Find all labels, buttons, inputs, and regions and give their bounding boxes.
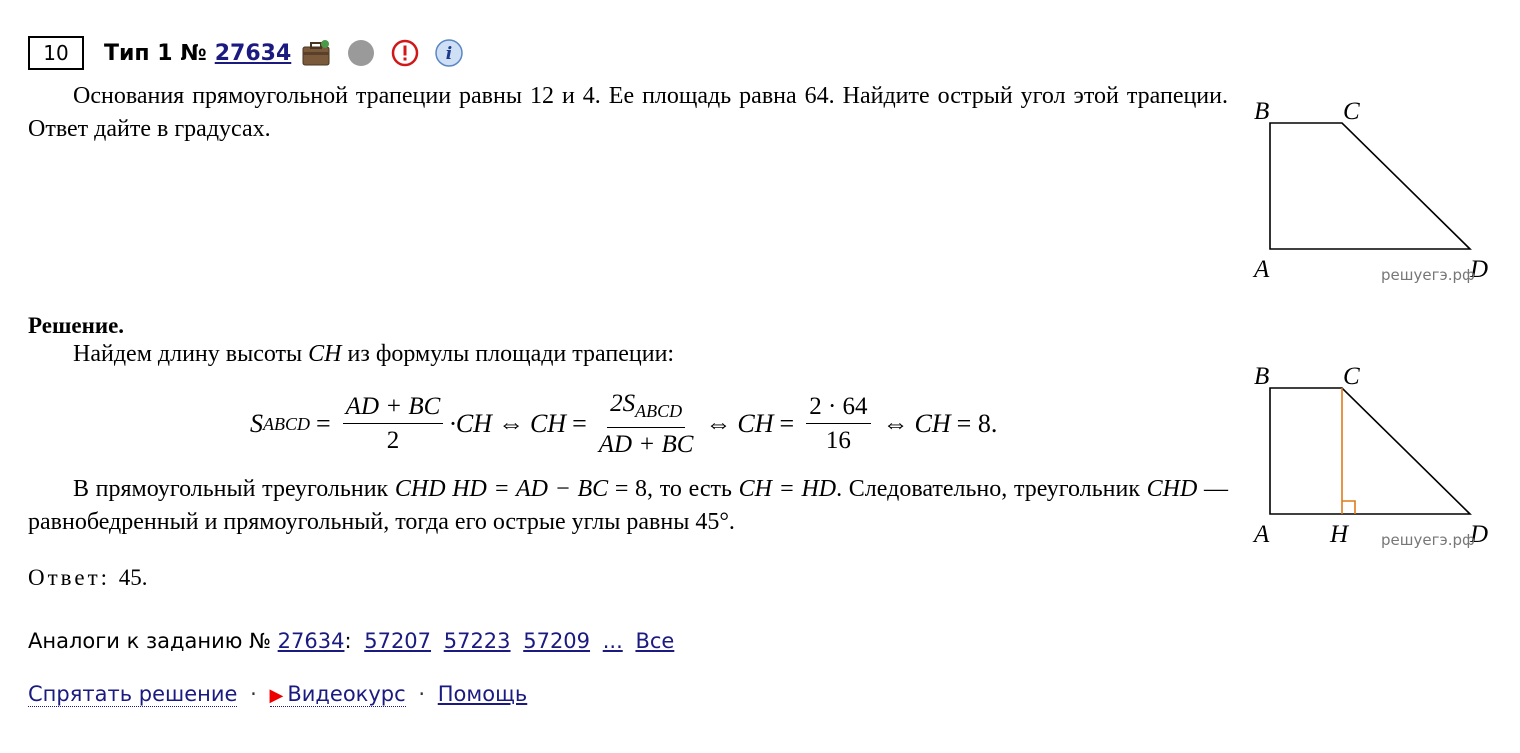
problem-paragraph: Основания прямоугольной трапеции равны 12 и 4. Ее площадь равна 64. Найдите острый угол этой трапеции. Ответ дайте в градусах. [28,83,1228,142]
label-d: D [1470,521,1489,548]
label-b: B [1254,363,1270,390]
analog-link[interactable]: 57207 [364,629,432,653]
hide-solution-link[interactable]: Спрятать решение [28,682,238,706]
problem-text [28,80,1228,146]
label-h: H [1330,521,1349,548]
solution-paragraph [28,473,1228,539]
analog-link[interactable]: 57209 [523,629,591,653]
text: = 8, то есть [608,476,739,502]
formula-iff: ⇔ [705,409,732,438]
analogs-label: Аналоги к заданию № [28,629,271,653]
formula-dot-ch: ·CH [449,409,492,438]
video-course-link[interactable] [270,682,406,707]
fraction-2-den: AD + BC [598,430,694,458]
task-type-label: Тип 1 № [104,40,207,66]
fraction-2-num-main: 2S [610,389,636,417]
label-b: B [1254,98,1270,125]
analog-all-link[interactable]: Все [635,629,675,653]
video-course-label: Видеокурс [287,682,406,706]
label-a: A [1254,521,1270,548]
footer-links [28,682,527,706]
fraction-1-den: 2 [386,427,400,454]
help-link[interactable]: Помощь [437,682,528,706]
fraction-3 [806,393,870,455]
formula-eq: = [779,409,795,438]
separator: · [418,682,426,706]
triangle-chd: CHD [1146,476,1198,502]
answer-value: 45. [118,565,148,590]
intro-var: CH [308,341,342,367]
fraction-2-num-sub: ABCD [635,400,683,421]
briefcase-icon[interactable] [301,39,331,67]
analog-more-link[interactable]: ... [602,629,623,653]
formula-s: S [250,409,263,438]
formula-ch: CH [914,409,951,438]
fraction-2-num [607,390,685,428]
text: В прямоугольный треугольник [73,476,395,502]
task-id-link[interactable]: 27634 [214,40,292,66]
answer-label: Ответ: [28,565,111,590]
watermark: решуегэ.рф [1381,531,1475,549]
analog-link[interactable]: 57223 [443,629,511,653]
info-icon[interactable] [435,39,463,67]
formula-ch: CH [529,409,567,438]
solution-paragraph-text [28,473,1228,539]
trapezoid-figure [1240,92,1510,292]
analogs-colon: : [344,629,352,653]
ch-eq-hd: CH = HD [738,476,837,502]
area-formula [250,389,1003,458]
formula-iff: ⇔ [882,409,909,438]
fraction-3-den: 16 [825,427,851,454]
analogs-line [28,629,680,653]
hd-expression: HD = AD − BC [452,476,609,502]
fraction-1-num: AD + BC [343,393,444,424]
fraction-3-num: 2 · 64 [806,393,870,424]
text: — равнобедренный и прямоугольный, тогда его острые углы равны 45°. [28,476,1228,535]
fraction-1 [343,393,444,455]
intro-text: Найдем длину высоты [73,341,309,367]
label-d: D [1470,256,1489,283]
formula-ch: CH [737,409,774,438]
intro-text-end: из формулы площади трапеции: [341,341,675,367]
play-icon: ▶ [269,685,284,706]
solution-intro [73,341,674,368]
fraction-2 [599,390,694,459]
formula-eq: = [316,409,331,438]
task-number: 10 [43,41,69,65]
answer [28,565,148,591]
report-error-icon[interactable] [391,39,419,67]
analog-source-link[interactable]: 27634 [277,629,345,653]
label-c: C [1343,363,1360,390]
formula-result: = 8. [956,409,998,438]
solution-heading: Решение. [28,313,125,338]
formula-iff: ⇔ [497,409,524,438]
separator: · [250,682,257,706]
label-c: C [1343,98,1360,125]
label-a: A [1254,256,1270,283]
formula-eq: = [572,409,587,438]
text: . Следовательно, треугольник [836,476,1147,502]
trapezoid-height-figure [1240,357,1510,557]
task-icons [301,39,463,67]
task-number-box [28,36,84,70]
status-circle-icon[interactable] [347,39,375,67]
task-header [28,34,463,72]
formula-s-sub: ABCD [263,413,310,434]
svg-text:i: i [446,44,453,64]
watermark: решуегэ.рф [1381,266,1475,284]
triangle-chd: CHD [394,476,446,502]
